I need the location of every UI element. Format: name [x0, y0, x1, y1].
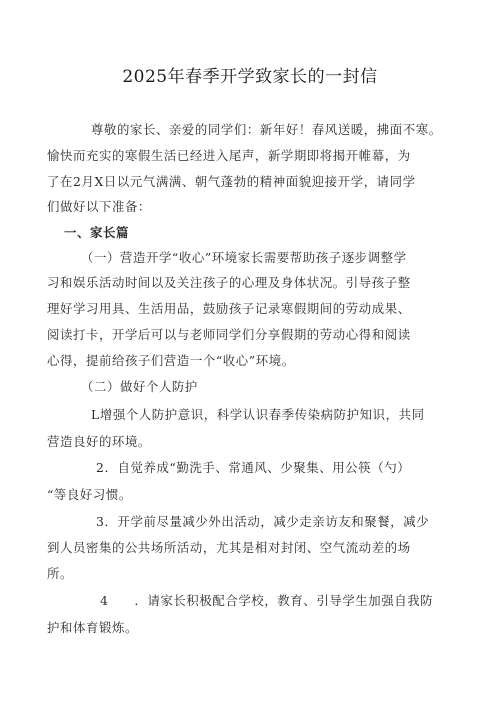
- body-line: 阅读打卡，开学后可以与老师同学们分享假期的劳动心得和阅读: [47, 327, 411, 342]
- body-line: 习和娱乐活动时间以及关注孩子的心理及身体状况。引导孩子整: [47, 275, 411, 290]
- list-item-continued: 到人员密集的公共场所活动，尤其是相对封闭、空气流动差的场: [47, 540, 411, 555]
- body-line: 们做好以下准备：: [47, 199, 151, 214]
- page-title: 2025年春季开学致家长的一封信: [122, 67, 378, 87]
- list-item: 2．自觉养成“勤洗手、常通风、少聚集、用公筷（勺）: [96, 460, 411, 475]
- subsection-line: （一）营造开学“收心”环境家长需要帮助孩子逐步调整学: [81, 250, 407, 265]
- list-item-continued: 护和体育锻炼。: [47, 620, 138, 635]
- list-item-continued: 营造良好的环境。: [47, 434, 151, 449]
- body-line: 理好学习用具、生活用品，鼓励孩子记录寒假期间的劳动成果、: [47, 301, 411, 316]
- list-item: 4 ．请家长积极配合学校，教育、引导学生加强自我防: [100, 593, 434, 608]
- list-item-continued: “等良好习惯。: [47, 487, 132, 502]
- body-line: 心得，提前给孩子们营造一个“收心”环境。: [47, 353, 295, 368]
- list-item: 3．开学前尽量减少外出活动，减少走亲访友和聚餐，减少: [96, 514, 430, 529]
- list-item: L增强个人防护意识，科学认识春季传染病防护知识，共同: [91, 407, 425, 422]
- list-item-continued: 所。: [47, 566, 73, 581]
- body-line: 愉快而充实的寒假生活已经进入尾声，新学期即将揭开帷幕，为: [47, 148, 411, 163]
- body-line: 了在2月X日以元气满满、朝气蓬勃的精神面貌迎接开学，请同学: [47, 174, 416, 189]
- subsection-heading: （二）做好个人防护: [81, 379, 198, 394]
- section-heading: 一、家长篇: [64, 225, 129, 240]
- greeting-line: 尊敬的家长、亲爱的同学们：新年好！春风送暖，拂面不寒。: [91, 122, 442, 137]
